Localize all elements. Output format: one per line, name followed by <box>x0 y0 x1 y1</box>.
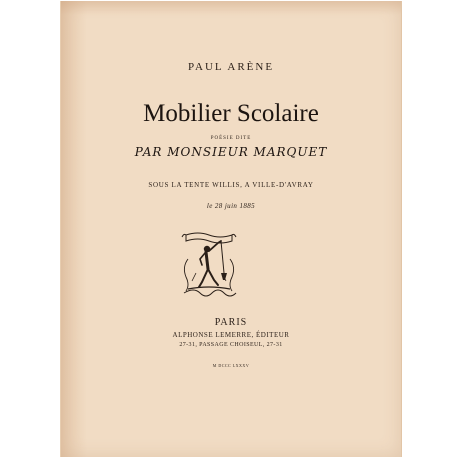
imprint-publisher: ALPHONSE LEMERRE, ÉDITEUR <box>172 331 290 339</box>
venue-line: SOUS LA TENTE WILLIS, A VILLE-D'AVRAY <box>148 181 314 189</box>
imprint-address: 27-31, PASSAGE CHOISEUL, 27-31 <box>179 342 283 348</box>
reciter-line: PAR MONSIEUR MARQUET <box>134 145 328 159</box>
printer-mark-figure-digging-icon <box>178 229 240 301</box>
author-name: PAUL ARÈNE <box>187 61 275 73</box>
imprint-city: PARIS <box>214 317 248 328</box>
date-line: le 28 juin 1885 <box>206 202 256 210</box>
subtitle: POÉSIE DITE <box>210 136 252 141</box>
title-page <box>60 1 402 457</box>
book-title: Mobilier Scolaire <box>143 100 319 127</box>
paper-stain-top <box>61 1 401 15</box>
imprint-year: M DCCC LXXXV <box>212 363 250 368</box>
